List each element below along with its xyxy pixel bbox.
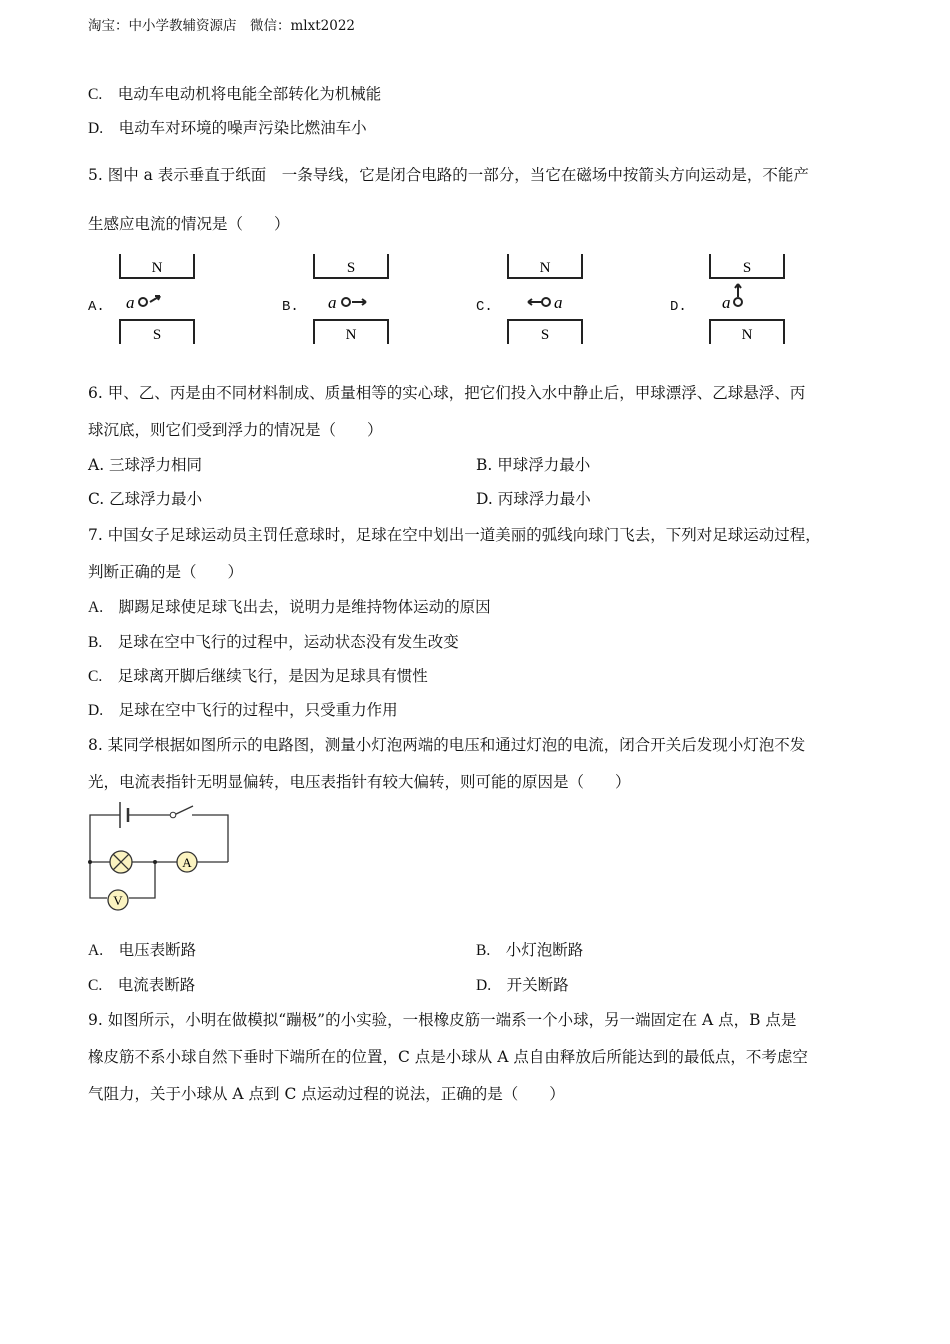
q6-option-b: B. 甲球浮力最小 (476, 456, 591, 474)
q8-stem-1: 8. 某同学根据如图所示的电路图，测量小灯泡两端的电压和通过灯泡的电流，闭合开关后发现小灯泡不发 (88, 736, 806, 754)
wire-label: a (328, 293, 337, 312)
q5-figure-label: C. (476, 299, 493, 315)
switch-icon (170, 812, 176, 818)
q5-figure-label: B. (282, 299, 299, 315)
magnet-top-pole: N (151, 260, 163, 276)
ammeter-icon (177, 852, 197, 872)
q7-option-c: C. 足球离开脚后继续飞行，是因为足球具有惯性 (88, 668, 428, 685)
q4-option-d: D. 电动车对环境的噪声污染比燃油车小 (88, 120, 367, 137)
q7-option-b: B. 足球在空中飞行的过程中，运动状态没有发生改变 (88, 634, 459, 651)
magnet-figure-c (504, 252, 594, 352)
q9-stem-2: 橡皮筋不系小球自然下垂时下端所在的位置，C 点是小球从 A 点自由释放后所能达到的最低点，不考虑空 (88, 1048, 808, 1066)
q8-option-d: D. 开关断路 (476, 977, 569, 994)
voltmeter-icon (108, 890, 128, 910)
wire-label: a (722, 293, 731, 312)
q6-option-a: A. 三球浮力相同 (88, 456, 203, 474)
magnet-top-pole: S (346, 260, 356, 276)
voltmeter-label: V (113, 893, 123, 908)
q8-option-b: B. 小灯泡断路 (476, 942, 584, 959)
q5-stem-2: 生感应电流的情况是（ ） (88, 215, 290, 233)
magnet-top-pole: N (539, 260, 551, 276)
q6-option-c: C. 乙球浮力最小 (88, 490, 203, 508)
q4-option-c: C. 电动车电动机将电能全部转化为机械能 (88, 86, 382, 103)
magnet-bottom-pole: S (152, 327, 162, 343)
q7-option-a: A. 脚踢足球使足球飞出去，说明力是维持物体运动的原因 (88, 599, 491, 616)
q9-stem-1: 9. 如图所示，小明在做模拟“蹦极”的小实验，一根橡皮筋一端系一个小球，另一端固定在 A 点，B 点是 (88, 1011, 797, 1029)
q9-stem-3: 气阻力，关于小球从 A 点到 C 点运动过程的说法，正确的是（ ） (88, 1085, 565, 1103)
q6-stem-1: 6. 甲、乙、丙是由不同材料制成、质量相等的实心球，把它们投入水中静止后，甲球漂浮、乙球悬浮、丙 (88, 384, 806, 402)
magnet-bottom-pole: N (345, 327, 357, 343)
q5-figure-label: A. (88, 299, 105, 315)
ammeter-label: A (182, 855, 192, 870)
q8-option-a: A. 电压表断路 (88, 942, 197, 959)
lamp-icon (110, 851, 132, 873)
q8-stem-2: 光，电流表指针无明显偏转，电压表指针有较大偏转，则可能的原因是（ ） (88, 773, 631, 791)
page-header: 淘宝：中小学教辅资源店 微信：mlxt2022 (88, 18, 356, 34)
magnet-figure-d (698, 252, 788, 352)
q7-stem-1: 7. 中国女子足球运动员主罚任意球时，足球在空中划出一道美丽的弧线向球门飞去，下列对足球运动过程， (88, 526, 821, 544)
magnet-figure-b (310, 252, 400, 352)
circuit-diagram (80, 790, 240, 920)
q7-option-d: D. 足球在空中飞行的过程中，只受重力作用 (88, 702, 398, 719)
magnet-bottom-pole: S (540, 327, 550, 343)
q5-figure-label: D. (670, 299, 687, 315)
wire-label: a (126, 293, 135, 312)
magnet-figure-a (116, 252, 206, 352)
magnet-bottom-pole: N (741, 327, 753, 343)
q6-option-d: D. 丙球浮力最小 (476, 490, 591, 508)
q6-stem-2: 球沉底，则它们受到浮力的情况是（ ） (88, 421, 383, 439)
wire-label: a (554, 293, 563, 312)
q5-stem-1: 5. 图中 a 表示垂直于纸面 一条导线，它是闭合电路的一部分，当它在磁场中按箭头方向运动是，不能产 (88, 166, 809, 184)
magnet-top-pole: S (742, 260, 752, 276)
q8-option-c: C. 电流表断路 (88, 977, 196, 994)
q7-stem-2: 判断正确的是（ ） (88, 563, 244, 581)
